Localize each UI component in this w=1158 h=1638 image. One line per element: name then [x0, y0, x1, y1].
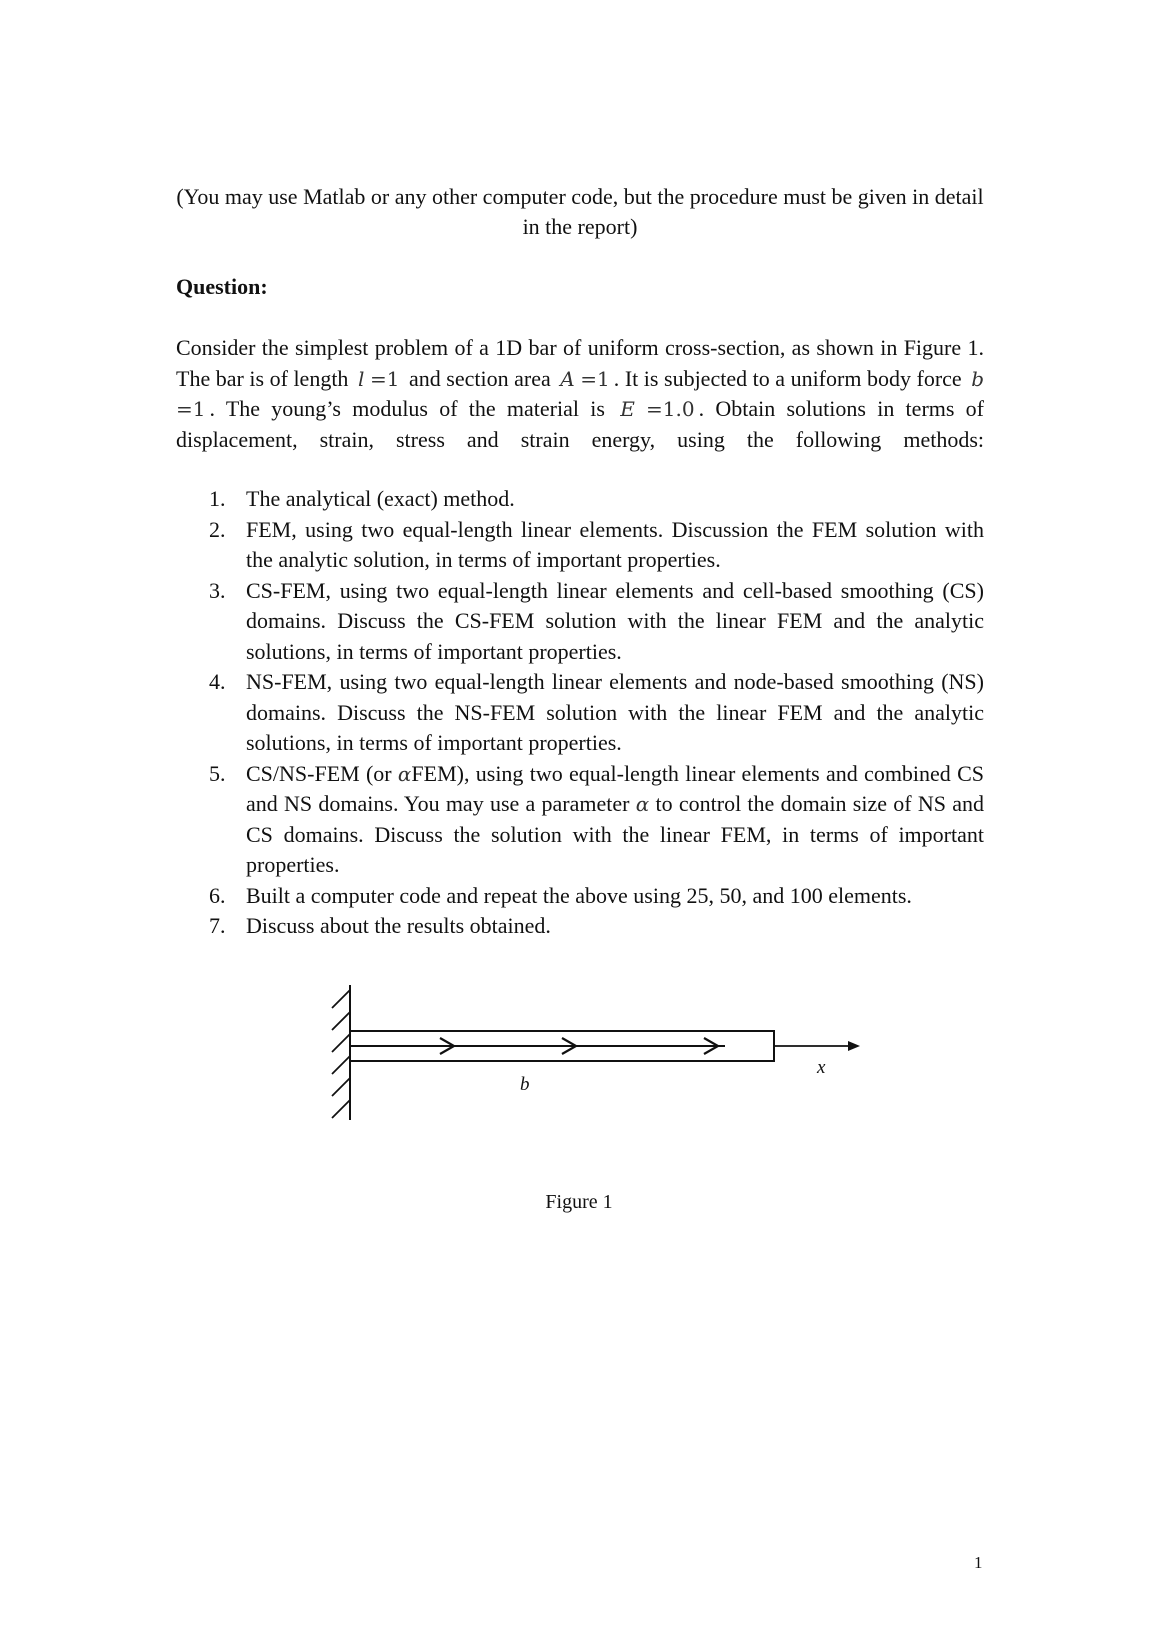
list-text: Built a computer code and repeat the above using 25, 50, and 100 elements.	[246, 882, 912, 908]
label-x: x	[817, 1057, 826, 1078]
list-number: 2.	[209, 516, 226, 542]
label-b: b	[520, 1074, 530, 1095]
methods-list	[176, 484, 984, 942]
list-text: NS-FEM, using two equal-length linear elements and node-based smoothing (NS) domains. Discuss the NS-FEM solution with the linear FEM and the analytic solutions, in terms of important properties.	[246, 669, 984, 755]
list-item	[176, 911, 984, 942]
paragraph-text-3: . It is subjected to a uniform body force	[613, 365, 962, 391]
list-text-pre: CS/NS-FEM (or	[246, 760, 398, 786]
symbol-length: l	[357, 366, 365, 391]
wall-hatching	[332, 990, 350, 1118]
list-item	[176, 881, 984, 912]
list-item	[176, 515, 984, 576]
list-item	[176, 484, 984, 515]
list-text: Discuss about the results obtained.	[246, 913, 551, 938]
list-number: 7.	[209, 913, 226, 938]
problem-paragraph	[176, 333, 984, 486]
list-text-mid: FEM), using two equal-length linear elements and combined CS and NS domains. You may use a parameter	[246, 760, 984, 816]
list-number: 3.	[209, 577, 226, 603]
list-item	[176, 576, 984, 668]
value-length: =1	[369, 366, 400, 391]
paragraph-text-1: Consider the simplest problem of a 1D bar of uniform cross-section, as shown in Figure 1. The bar is of length	[176, 335, 984, 391]
bar-figure	[320, 985, 860, 1135]
x-axis-arrowhead-icon	[848, 1041, 860, 1051]
alpha-symbol: α	[635, 792, 650, 816]
list-number: 5.	[209, 760, 226, 786]
list-text-post: to control the domain size of NS and CS domains. Discuss the solution with the linear FEM, in terms of important properties.	[246, 791, 984, 877]
value-body-force: =1	[176, 397, 206, 421]
instruction-note: (You may use Matlab or any other computer code, but the procedure must be given in detail in the report)	[176, 184, 984, 239]
symbol-modulus: E	[620, 397, 635, 421]
page-number: 1	[974, 1553, 983, 1572]
value-modulus: =1.0	[646, 397, 695, 421]
list-text: FEM, using two equal-length linear elements. Discussion the FEM solution with the analytic solution, in terms of important properties.	[246, 516, 984, 572]
list-number: 4.	[209, 669, 226, 694]
list-item	[176, 759, 984, 881]
paragraph-text-5: . Obtain solutions in terms of displacement, strain, stress and strain energy, using the following methods:	[176, 396, 985, 452]
paragraph-text-4: . The young’s modulus of the material is	[209, 396, 605, 421]
list-text: The analytical (exact) method.	[246, 486, 515, 511]
question-heading: Question:	[176, 274, 268, 299]
alpha-symbol: α	[397, 761, 412, 786]
list-text: CS-FEM, using two equal-length linear elements and cell-based smoothing (CS) domains. Discuss the CS-FEM solution with the linear FEM and the analytic solutions, in terms of important properties.	[246, 577, 984, 664]
list-number: 1.	[209, 486, 226, 511]
list-item	[176, 667, 984, 759]
figure-caption: Figure 1	[545, 1191, 613, 1213]
list-number: 6.	[209, 882, 226, 908]
value-area: =1	[580, 366, 610, 391]
symbol-area: A	[560, 366, 575, 391]
symbol-body-force: b	[971, 366, 985, 391]
paragraph-text-2: and section area	[408, 365, 551, 391]
